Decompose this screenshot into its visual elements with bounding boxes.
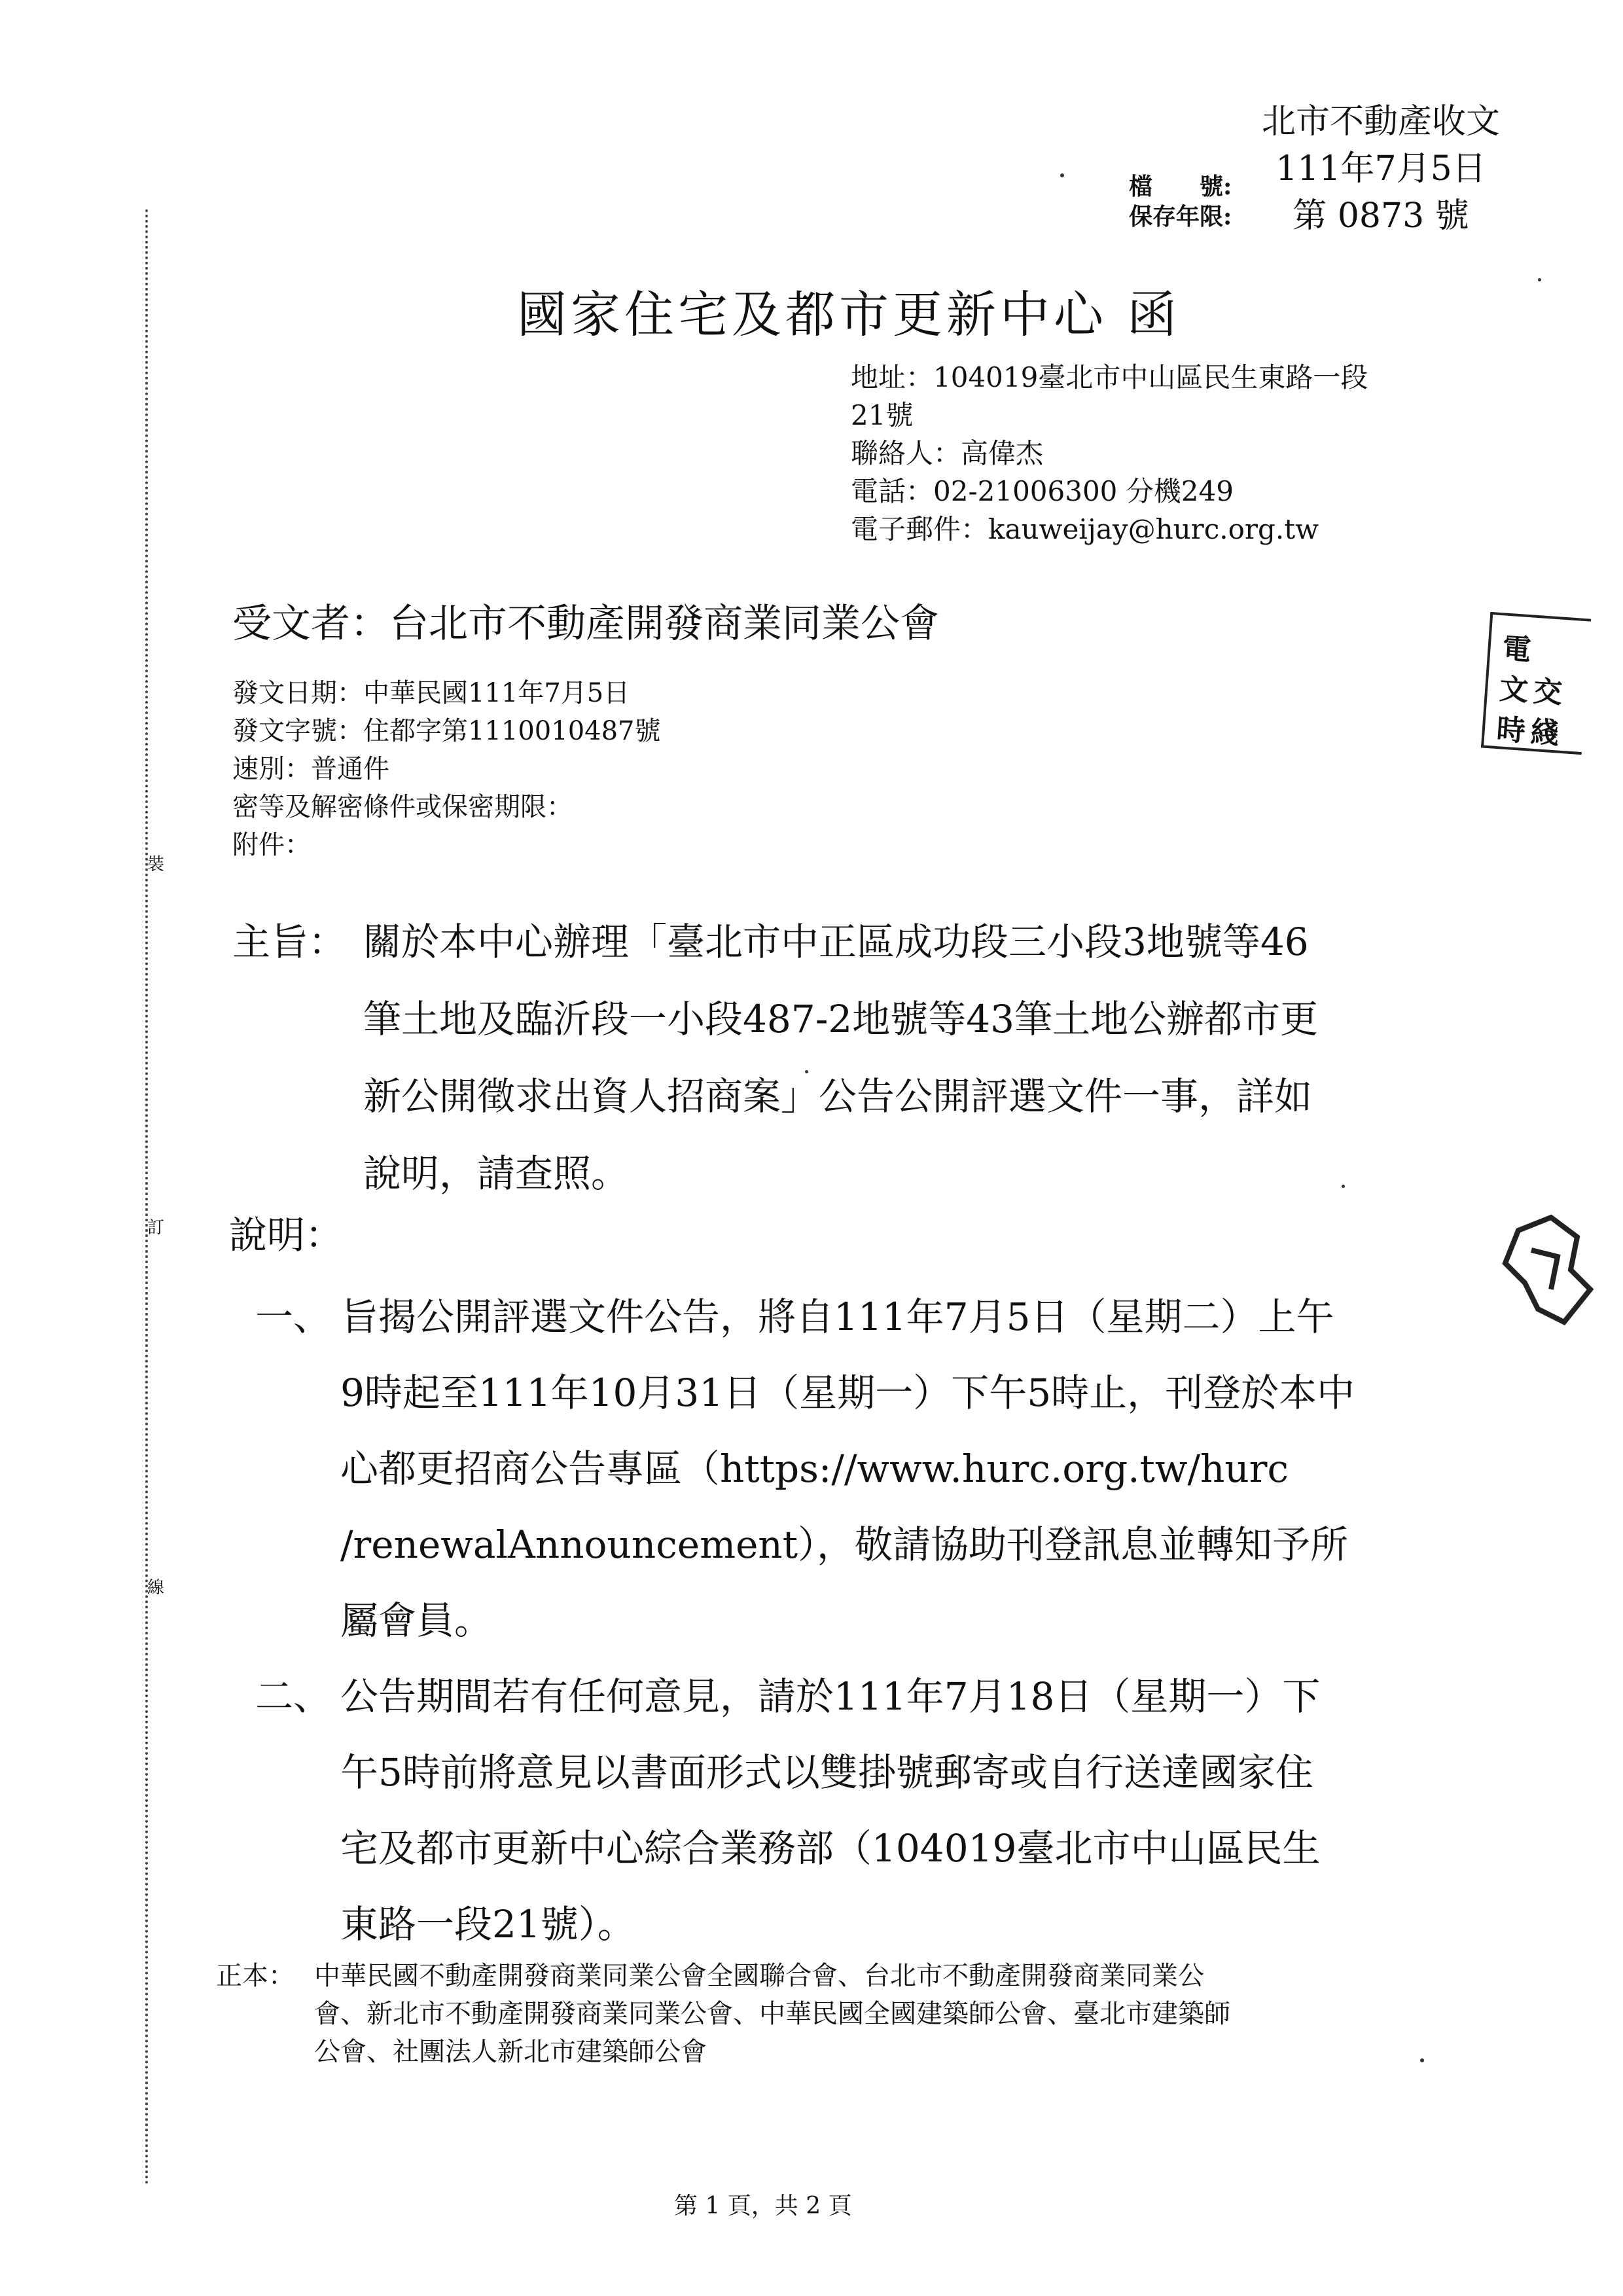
sender-email: 電子郵件：kauweijay@hurc.org.tw [851,513,1319,545]
item-line: 心都更招商公告專區（https://www.hurc.org.tw/hurc [340,1446,1289,1491]
item-line: 公告期間若有任何意見，請於111年7月18日（星期一）下 [340,1674,1321,1719]
subject-line: 筆土地及臨沂段一小段487-2地號等43筆土地公辦都市更 [363,997,1319,1041]
scan-noise [1538,278,1541,281]
sender-phone: 電話：02-21006300 分機249 [851,475,1234,507]
scan-noise [1342,1185,1345,1188]
seal-char: 電 [1501,632,1533,668]
cc-line: 會、新北市不動產開發商業同業公會、中華民國全國建築師公會、臺北市建築師 [314,1999,1230,2029]
cc-label: 正本： [216,1961,294,1991]
seal-char: 交 [1532,674,1563,710]
explanation-label: 說明： [229,1213,344,1257]
file-no-label: 檔 號: [1129,173,1232,200]
document-meta [232,674,661,864]
sender-address-line1: 地址：104019臺北市中山區民生東路一段 [851,361,1368,393]
attachment: 附件： [232,830,311,860]
binding-margin-line [145,209,148,2186]
file-labels [1129,171,1232,232]
issue-number: 發文字號：住都字第1110010487號 [232,716,661,746]
subject-line: 說明，請查照。 [363,1151,630,1196]
issue-date: 發文日期：中華民國111年7月5日 [232,678,630,708]
seal-char: 綫 [1529,715,1561,751]
scan-noise [805,1070,808,1073]
item-line: 午5時前將意見以書面形式以雙掛號郵寄或自行送達國家住 [340,1750,1313,1795]
seal-char: 時 [1495,713,1527,748]
scan-noise [1060,173,1064,177]
item-line: 旨揭公開評選文件公告，將自111年7月5日（星期二）上午 [340,1295,1334,1339]
cc-line: 中華民國不動產開發商業同業公會全國聯合會、台北市不動產開發商業同業公 [314,1961,1204,1991]
subject-line: 新公開徵求出資人招商案」公告公開評選文件一事，詳如 [363,1074,1313,1119]
sender-address-line2: 21號 [851,399,914,431]
seal-char: 文 [1498,672,1529,708]
sender-info [851,359,1368,548]
receipt-date: 111年7月5日 [1275,149,1486,188]
secrecy: 密等及解密條件或保密期限： [232,792,573,822]
binding-mark-xian: 線 [147,1578,165,1598]
item-number: 一、 [255,1295,332,1339]
item-line: 屬會員。 [340,1598,493,1643]
speed: 速別：普通件 [232,754,389,784]
binding-mark-ding: 訂 [147,1218,165,1238]
subject-label: 主旨： [232,920,347,964]
receipt-office: 北市不動產收文 [1261,102,1500,141]
item-number: 二、 [255,1674,332,1719]
item-line: /renewalAnnouncement），敬請協助刊登訊息並轉知予所 [340,1522,1349,1567]
binding-mark-zhuang: 裝 [147,855,165,874]
scan-noise [1420,2058,1424,2062]
item-line: 東路一段21號）。 [340,1902,635,1946]
subject-line: 關於本中心辦理「臺北市中正區成功段三小段3地號等46 [363,920,1309,964]
recipient: 受文者：台北市不動產開發商業同業公會 [232,601,939,647]
electronic-dispatch-seal [1481,612,1591,755]
page-footer: 第 1 頁，共 2 頁 [674,2193,852,2219]
item-line: 9時起至111年10月31日（星期一）下午5時止，刊登於本中 [340,1371,1355,1415]
retention-label: 保存年限: [1129,203,1232,230]
document-title: 國家住宅及都市更新中心 函 [517,285,1181,344]
cc-line: 公會、社團法人新北市建築師公會 [314,2037,707,2067]
partial-seal-mark [1499,1211,1597,1342]
sender-contact: 聯絡人：高偉杰 [851,437,1044,469]
receipt-number: 第 0873 號 [1293,196,1469,236]
receipt-stamp [1204,98,1558,240]
item-line: 宅及都市更新中心綜合業務部（104019臺北市中山區民生 [340,1826,1321,1871]
